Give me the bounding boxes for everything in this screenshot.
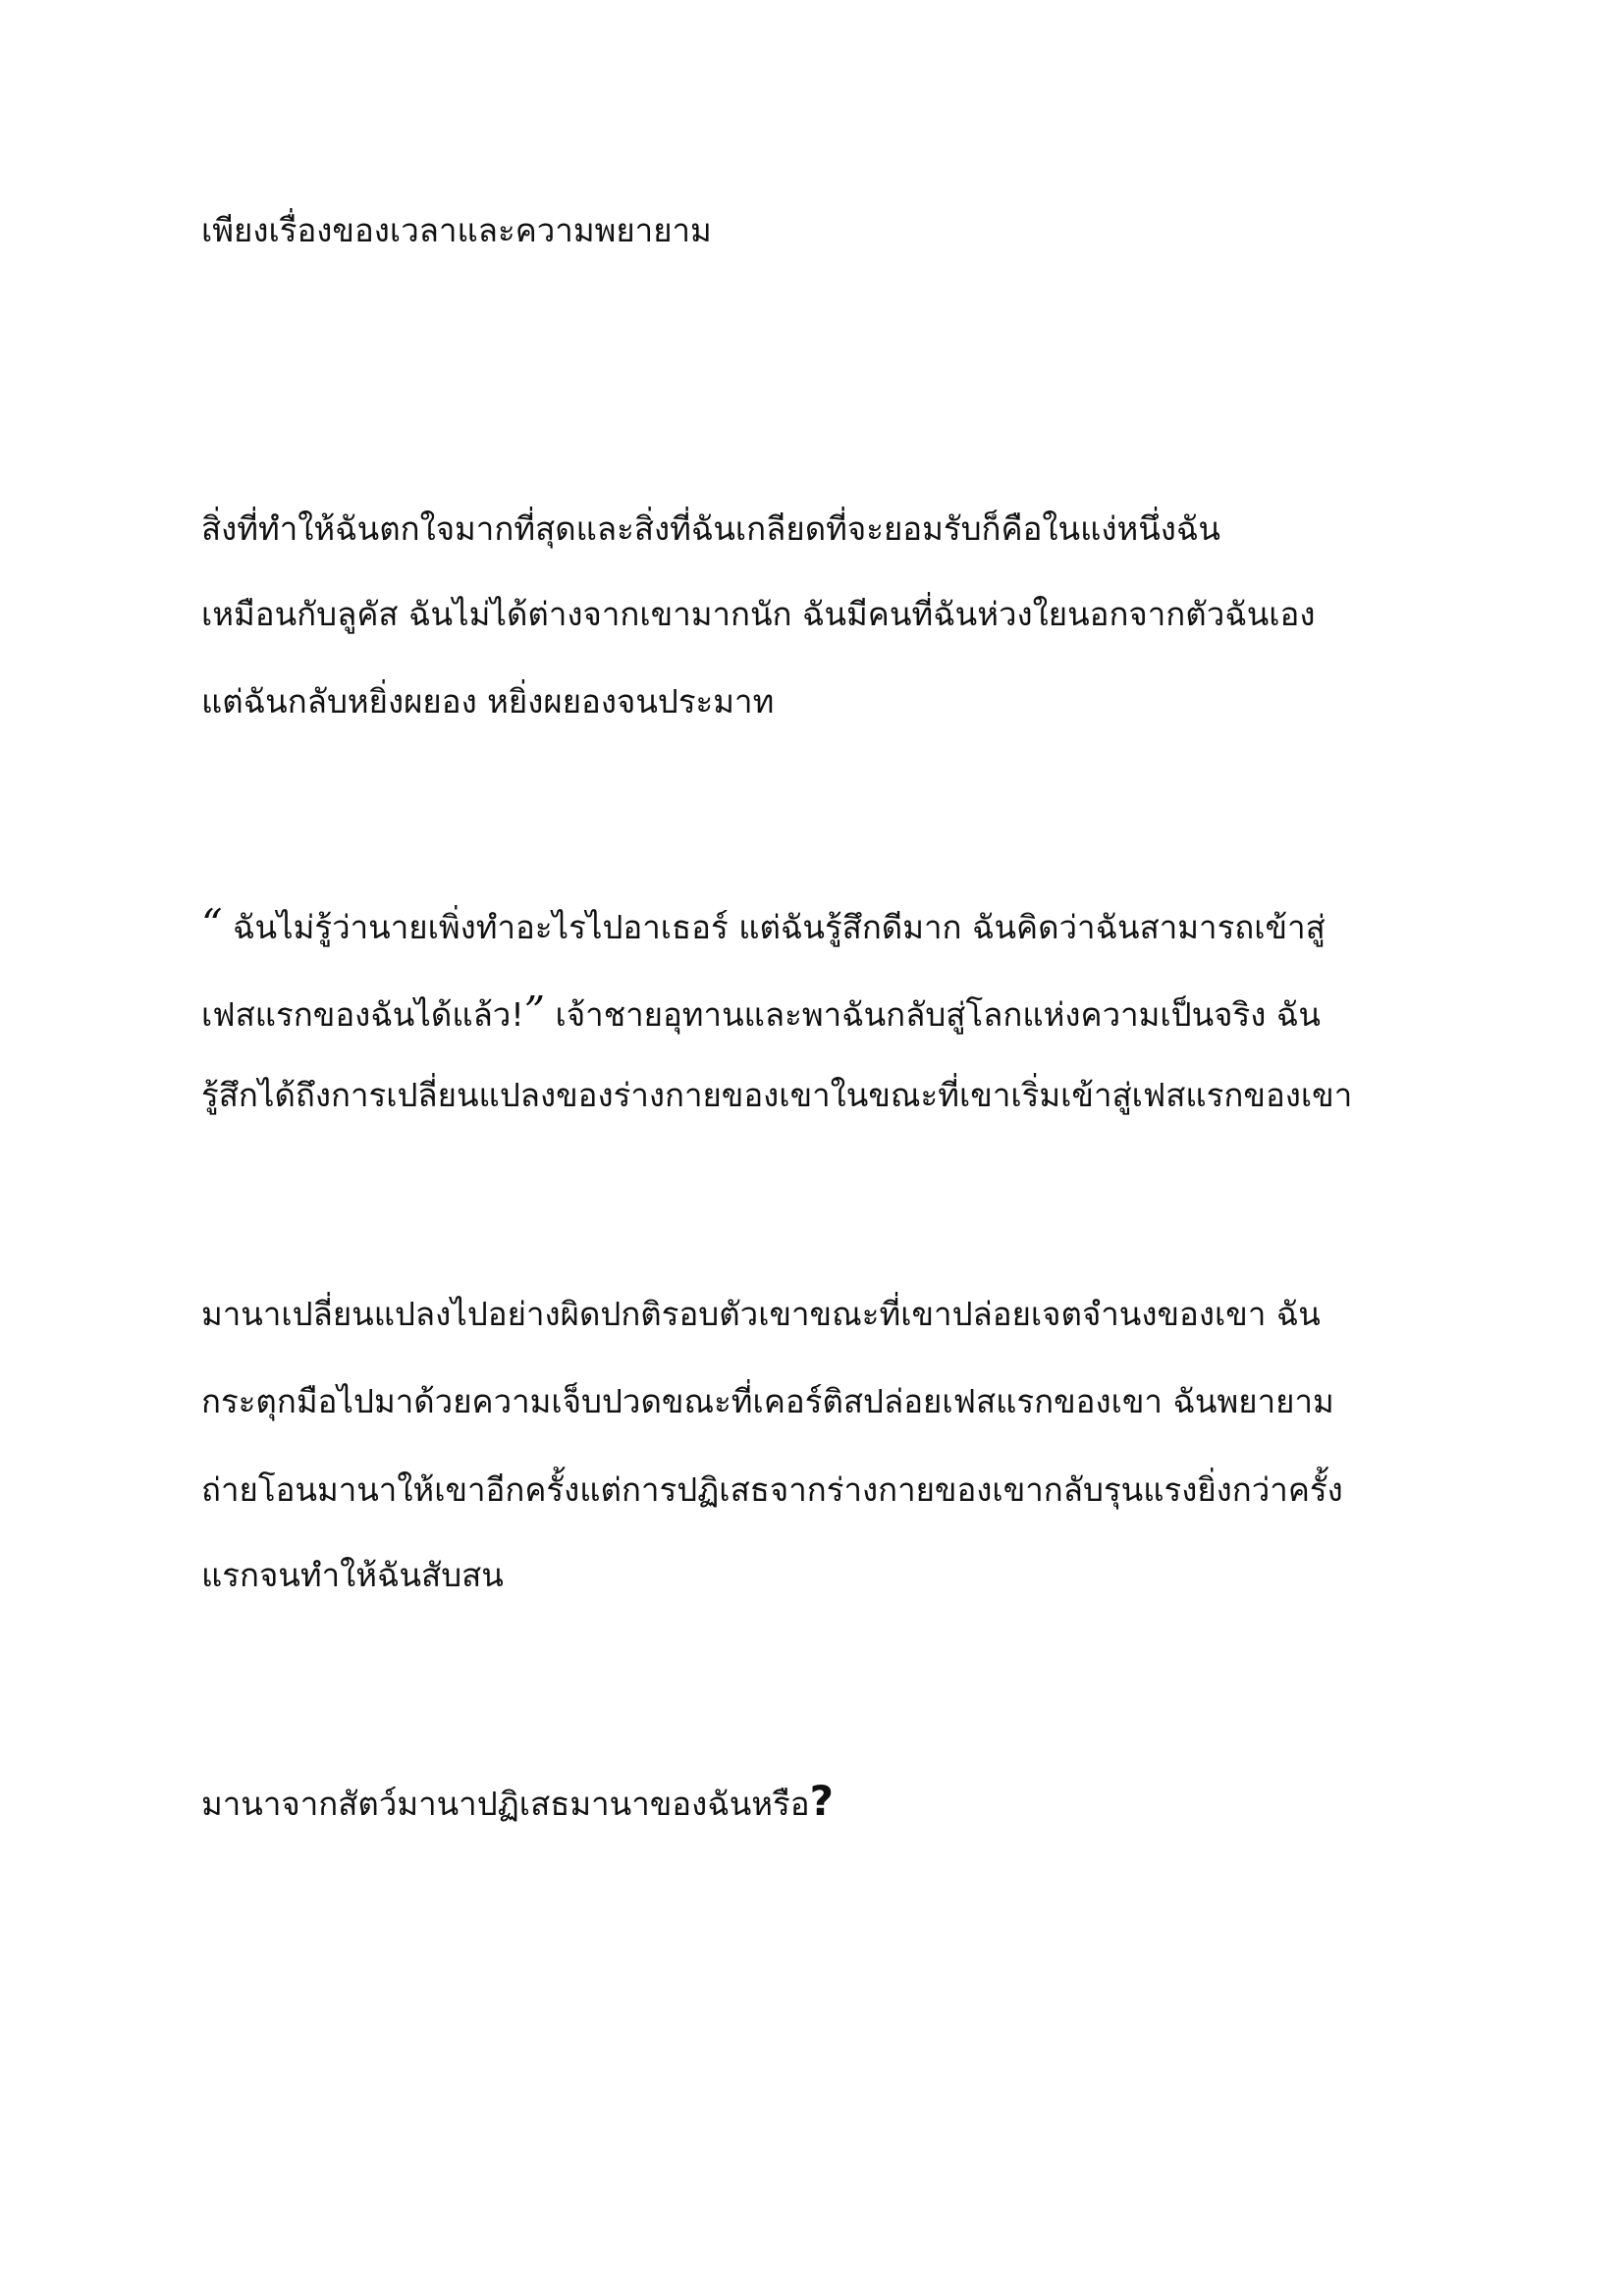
paragraph-4-line-4: แรกจนทำให้ฉันสับสน bbox=[201, 1556, 504, 1594]
narration-text: เจ้าชายอุทานและพาฉันกลับสู่โลกแห่งความเป็นจริง ฉัน bbox=[545, 995, 1321, 1034]
paragraph-3-line-2 bbox=[201, 988, 1321, 1036]
question-text: มานาจากสัตว์มานาปฏิเสธมานาของฉันหรือ bbox=[201, 1785, 810, 1823]
paragraph-1-line-1: เพียงเรื่องของเวลาและความพยายาม bbox=[201, 211, 712, 249]
dialogue-text-end: เฟสแรกของฉันได้แล้ว! bbox=[201, 995, 524, 1034]
close-quote-mark: ” bbox=[523, 988, 546, 1036]
paragraph-4-line-3: ถ่ายโอนมานาให้เขาอีกครั้งแต่การปฏิเสธจากร่างกายของเขากลับรุนแรงยิ่งกว่าครั้ง bbox=[201, 1470, 1343, 1509]
dialogue-text: ฉันไม่รู้ว่านายเพิ่งทำอะไรไปอาเธอร์ แต่ฉันรู้สึกดีมาก ฉันคิดว่าฉันสามารถเข้าสู่ bbox=[222, 908, 1326, 946]
paragraph-2-line-3: แต่ฉันกลับหยิ่งผยอง หยิ่งผยองจนประมาท bbox=[201, 682, 775, 721]
paragraph-5-line-1 bbox=[201, 1777, 834, 1825]
question-mark: ? bbox=[809, 1777, 834, 1825]
paragraph-4-line-2: กระตุกมือไปมาด้วยความเจ็บปวดขณะที่เคอร์ติสปล่อยเฟสแรกของเขา ฉันพยายาม bbox=[201, 1382, 1334, 1420]
paragraph-3-line-3: รู้สึกได้ถึงการเปลี่ยนแปลงของร่างกายของเขาในขณะที่เขาเริ่มเข้าสู่เฟสแรกของเขา bbox=[201, 1076, 1353, 1114]
paragraph-2-line-1: สิ่งที่ทำให้ฉันตกใจมากที่สุดและสิ่งที่ฉันเกลียดที่จะยอมรับก็คือในแง่หนึ่งฉัน bbox=[201, 509, 1220, 548]
paragraph-2-line-2: เหมือนกับลูคัส ฉันไม่ได้ต่างจากเขามากนัก ฉันมีคนที่ฉันห่วงใยนอกจากตัวฉันเอง bbox=[201, 595, 1316, 633]
paragraph-4-line-1: มานาเปลี่ยนแปลงไปอย่างผิดปกติรอบตัวเขาขณะที่เขาปล่อยเจตจำนงของเขา ฉัน bbox=[201, 1295, 1321, 1333]
paragraph-3-line-1 bbox=[201, 900, 1326, 948]
open-quote-mark: “ bbox=[201, 900, 223, 948]
